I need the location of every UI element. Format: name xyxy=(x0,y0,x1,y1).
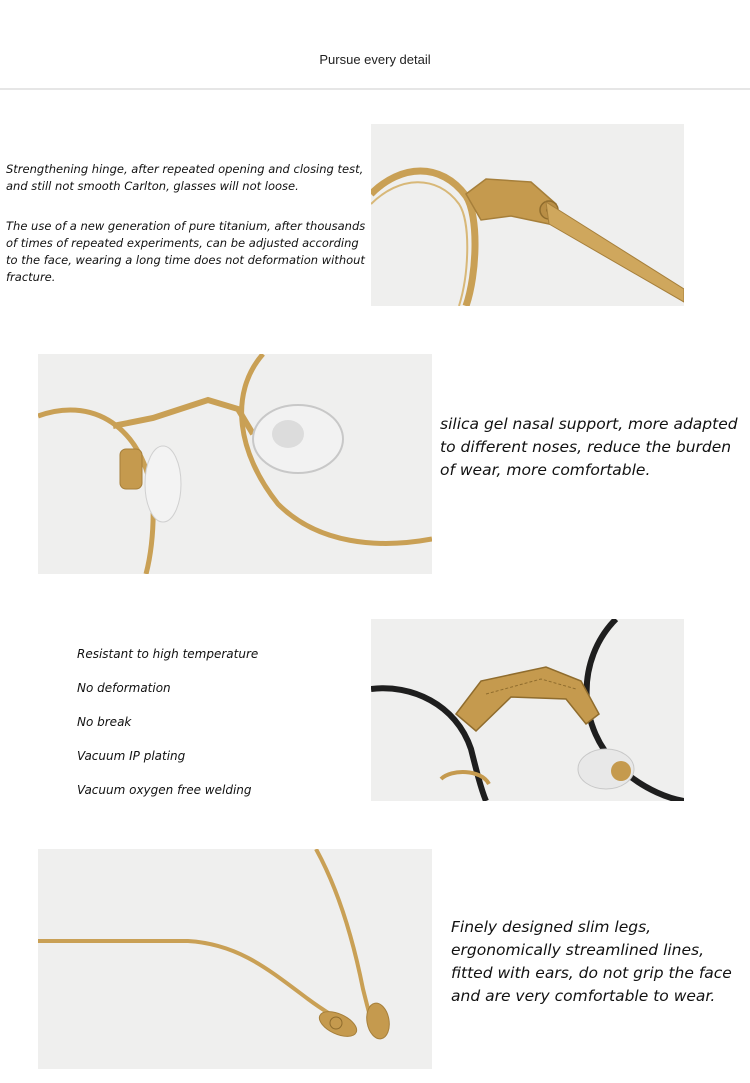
feature-item: Vacuum oxygen free welding xyxy=(77,783,252,797)
hinge-description: Strengthening hinge, after repeated opening and closing test, and still not smooth Carlton, glasses will not loose. xyxy=(6,162,364,193)
temple-photo xyxy=(38,849,432,1069)
feature-item: No deformation xyxy=(77,681,171,695)
hinge-photo xyxy=(371,124,684,306)
header-divider xyxy=(0,88,750,90)
feature-item: Resistant to high temperature xyxy=(77,647,259,661)
bridge-photo xyxy=(371,619,684,801)
nose-pad-photo xyxy=(38,354,432,574)
feature-item: Vacuum IP plating xyxy=(77,749,186,763)
nose-pad-description: silica gel nasal support, more adapted to different noses, reduce the burden of wear, more comfortable. xyxy=(440,415,738,479)
temple-description: Finely designed slim legs, ergonomically streamlined lines, fitted with ears, do not grip the face and are very comfortable to wear. xyxy=(451,918,732,1005)
page-title: Pursue every detail xyxy=(319,52,431,67)
titanium-description: The use of a new generation of pure titanium, after thousands of times of repeated experiments, can be adjusted according to the face, wearing a long time does not deformation without fracture. xyxy=(6,219,366,284)
feature-item: No break xyxy=(77,715,132,729)
